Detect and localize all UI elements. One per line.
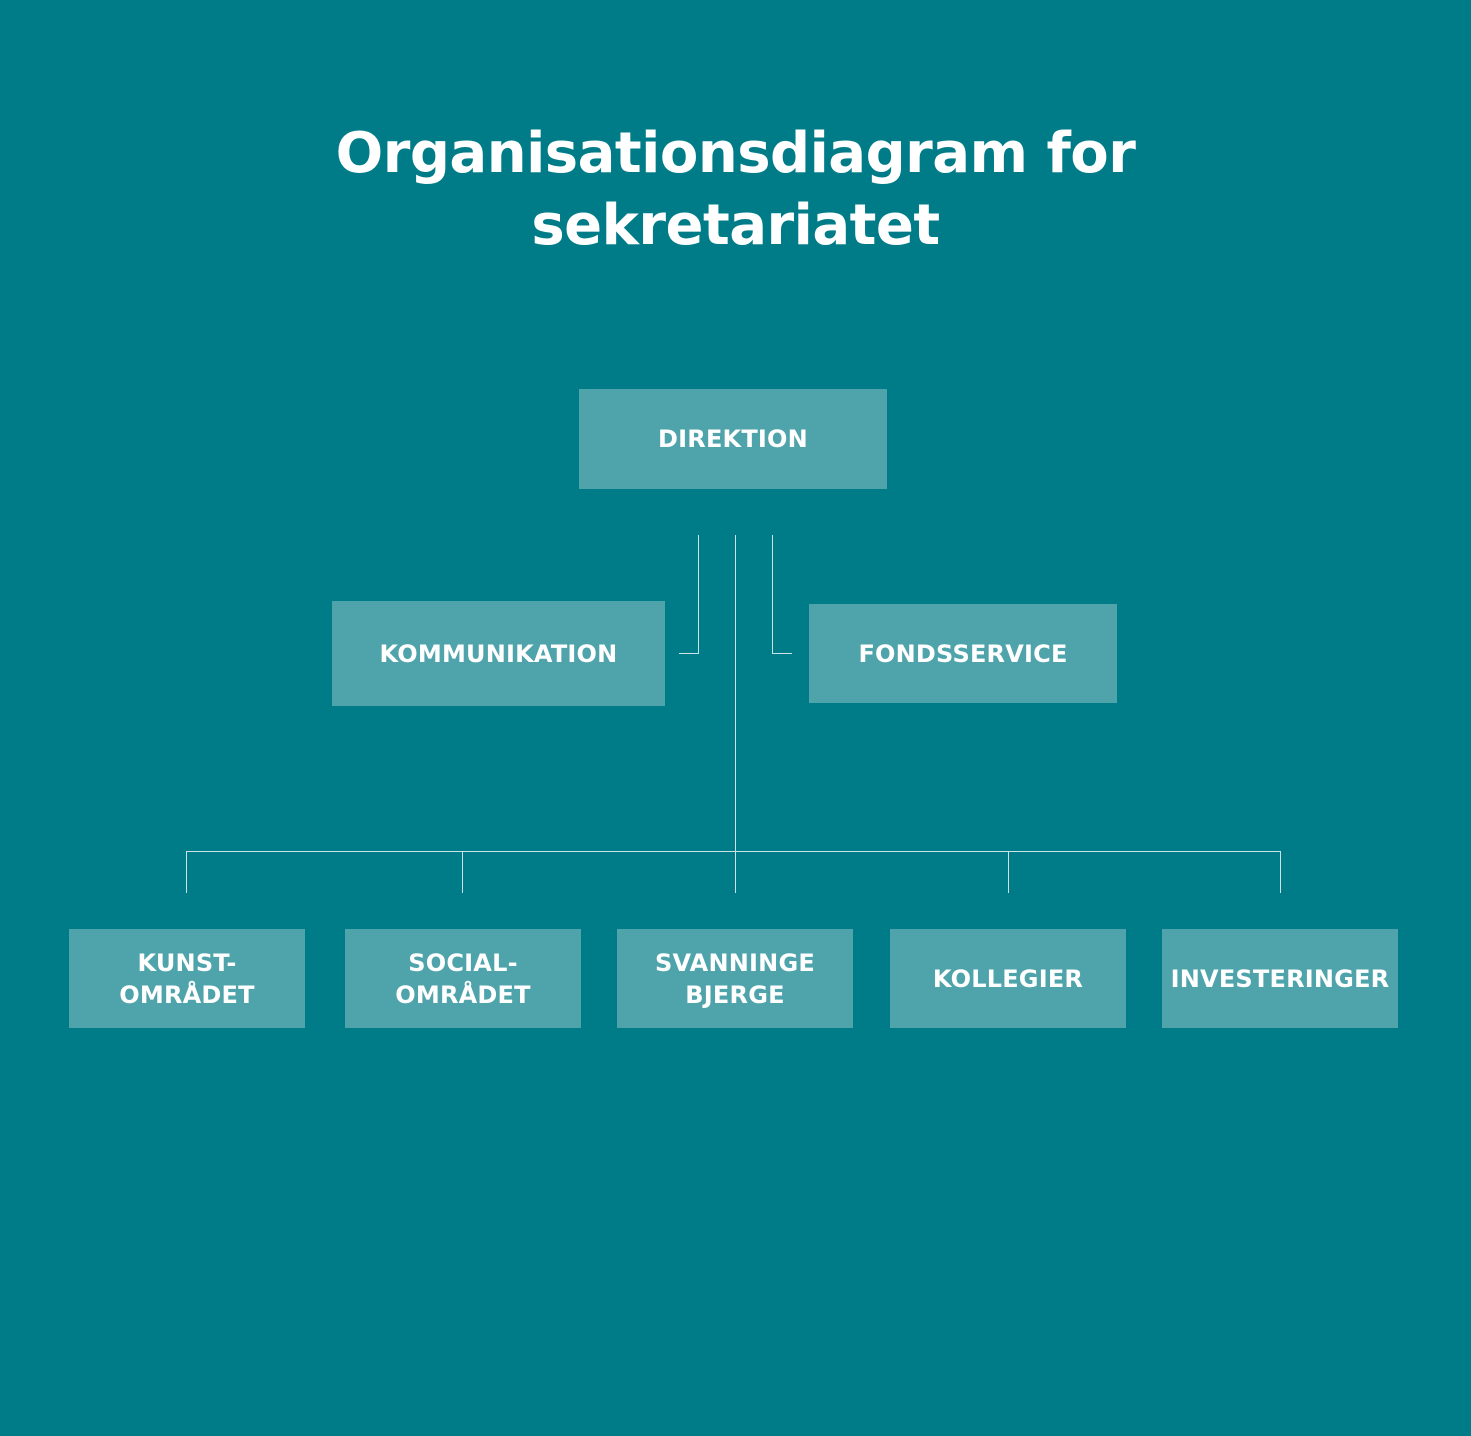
page-title-line-2: sekretariatet xyxy=(531,193,940,258)
page-title-line-1: Organisationsdiagram for xyxy=(335,121,1136,186)
org-node-direktion xyxy=(579,389,887,489)
org-node-svanninge-bjerge xyxy=(617,929,853,1028)
org-node-fondsservice xyxy=(809,604,1117,703)
connector-drop-5 xyxy=(1280,851,1281,893)
org-node-label-line-1: KUNST- xyxy=(137,948,237,977)
org-node-label-line-2: BJERGE xyxy=(685,980,785,1009)
org-node-kommunikation xyxy=(332,601,665,706)
connector-drop-1 xyxy=(186,851,187,893)
org-node-kunstomraadet xyxy=(69,929,305,1028)
org-node-label: KOLLEGIER xyxy=(932,964,1084,993)
org-node-label-line-1: SVANNINGE xyxy=(655,948,815,977)
org-node-socialomraadet xyxy=(345,929,581,1028)
connector-department-bus xyxy=(186,851,1281,852)
org-node-label: DIREKTION xyxy=(658,425,808,453)
connector-right-staff-vertical xyxy=(772,535,773,653)
org-node-label-line-2: OMRÅDET xyxy=(395,980,531,1009)
org-node-label: KOMMUNIKATION xyxy=(379,639,618,668)
org-node-investeringer xyxy=(1162,929,1398,1028)
connector-drop-2 xyxy=(462,851,463,893)
org-node-kollegier xyxy=(890,929,1126,1028)
org-node-label: INVESTERINGER xyxy=(1170,964,1390,993)
connector-right-staff-horizontal xyxy=(772,653,792,654)
connector-main-trunk xyxy=(735,535,736,893)
connector-drop-4 xyxy=(1008,851,1009,893)
page-title xyxy=(0,118,1471,262)
org-node-label-line-2: OMRÅDET xyxy=(119,980,255,1009)
connector-left-staff-vertical xyxy=(698,535,699,653)
connector-left-staff-horizontal xyxy=(679,653,699,654)
org-node-label-line-1: SOCIAL- xyxy=(408,948,518,977)
org-node-label: FONDSSERVICE xyxy=(858,639,1068,668)
